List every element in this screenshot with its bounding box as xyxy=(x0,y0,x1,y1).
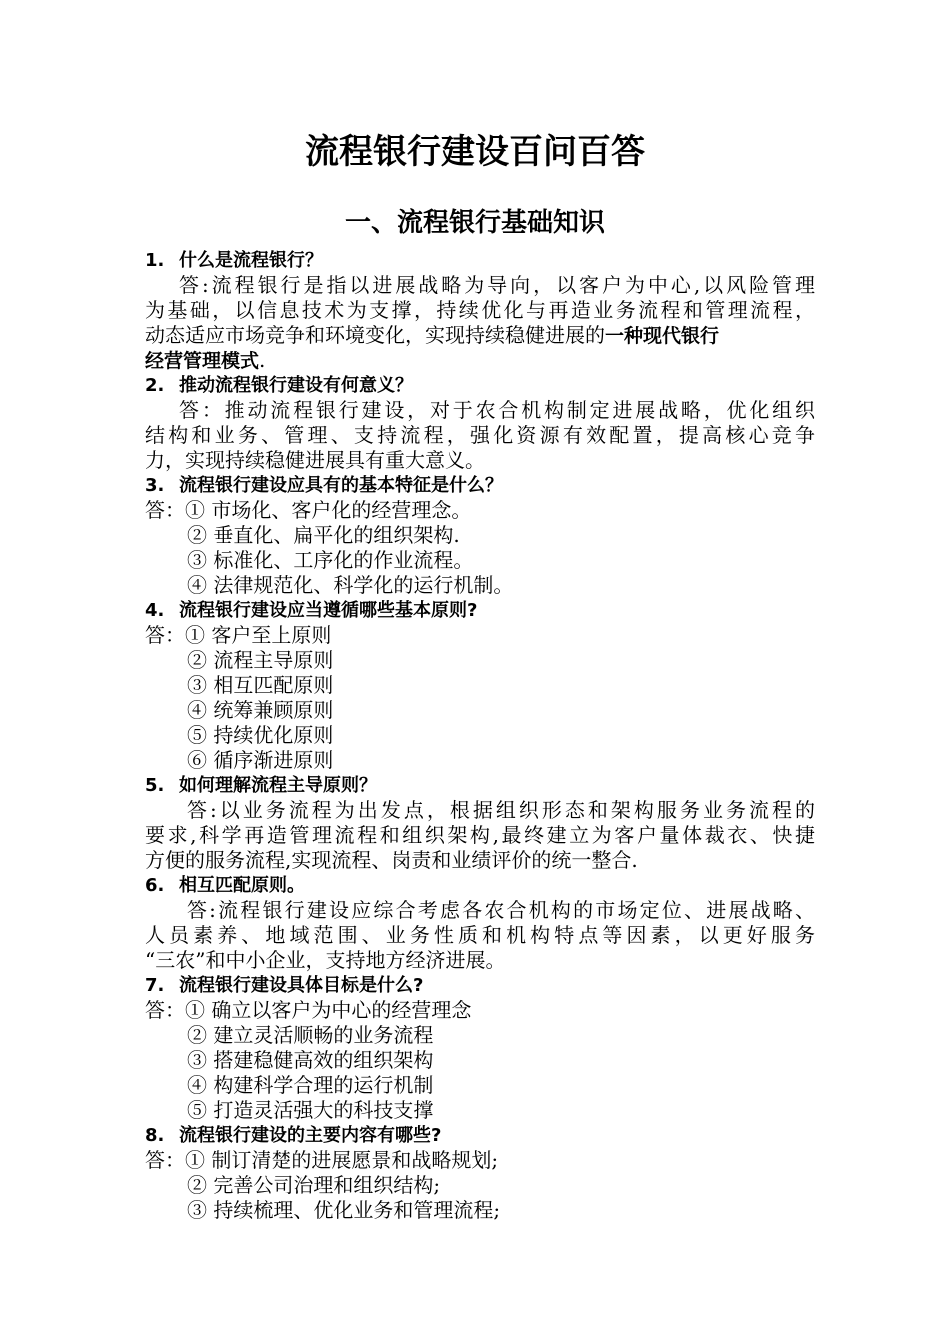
answer-text: 动态适应市场竞争和环境变化，实现持续稳健进展的 xyxy=(145,323,605,347)
question-text: 什么是流程银行？ xyxy=(179,250,323,271)
list-item: ② 垂直化、扁平化的组织架构. xyxy=(187,523,460,547)
question-5 xyxy=(145,773,815,798)
answer-line: 结构和业务、管理、支持流程，强化资源有效配置，提高核心竞争 xyxy=(145,423,815,447)
list-item: ④ 法律规范化、科学化的运行机制。 xyxy=(187,573,514,597)
answer-line: 力，实现持续稳健进展具有重大意义。 xyxy=(145,448,485,472)
question-1 xyxy=(145,248,815,273)
question-number: 6. xyxy=(145,875,165,896)
list-item: 答：① 制订清楚的进展愿景和战略规划; xyxy=(145,1148,499,1172)
question-text: 流程银行建设应具有的基本特征是什么？ xyxy=(179,475,503,496)
answer-line: “三农”和中小企业，支持地方经济进展。 xyxy=(145,948,506,972)
question-text: 流程银行建设具体目标是什么? xyxy=(179,975,424,996)
answer-line xyxy=(145,323,815,348)
answer-bold-text: 一种现代银行 xyxy=(605,325,720,347)
answer-line: 要求,科学再造管理流程和组织架构,最终建立为客户量体裁衣、快捷 xyxy=(145,823,815,847)
question-number: 5. xyxy=(145,775,165,796)
question-4 xyxy=(145,598,815,623)
question-text: 推动流程银行建设有何意义？ xyxy=(179,375,413,396)
question-3 xyxy=(145,473,815,498)
question-text: 相互匹配原则。 xyxy=(179,875,305,896)
list-item: ⑥ 循序渐进原则 xyxy=(187,748,334,772)
answer-line xyxy=(145,348,815,373)
question-number: 7. xyxy=(145,975,165,996)
list-item: ③ 标准化、工序化的作业流程。 xyxy=(187,548,474,572)
list-item: ③ 搭建稳健高效的组织架构 xyxy=(187,1048,434,1072)
question-text: 流程银行建设应当遵循哪些基本原则? xyxy=(179,600,478,621)
list-item: ② 完善公司治理和组织结构; xyxy=(187,1173,441,1197)
list-item: ③ 相互匹配原则 xyxy=(187,673,334,697)
question-6 xyxy=(145,873,815,898)
question-2 xyxy=(145,373,815,398)
document-body xyxy=(145,248,815,1223)
question-number: 1. xyxy=(145,250,165,271)
question-8 xyxy=(145,1123,815,1148)
list-item: 答：① 客户至上原则 xyxy=(145,623,332,647)
section-heading: 一、流程银行基础知识 xyxy=(344,208,605,238)
list-item: 答：① 市场化、客户化的经营理念。 xyxy=(145,498,472,522)
list-item: ⑤ 持续优化原则 xyxy=(187,723,334,747)
answer-line: 答:流程银行建设应综合考虑各农合机构的市场定位、进展战略、 xyxy=(187,898,815,922)
list-item: ④ 构建科学合理的运行机制 xyxy=(187,1073,434,1097)
answer-line: 人员素养、地域范围、业务性质和机构特点等因素，以更好服务 xyxy=(145,923,815,947)
answer-line: 方便的服务流程,实现流程、岗责和业绩评价的统一整合. xyxy=(145,848,638,872)
list-item: 答：① 确立以客户为中心的经营理念 xyxy=(145,998,472,1022)
answer-line: 答:以业务流程为出发点，根据组织形态和架构服务业务流程的 xyxy=(187,798,815,822)
list-item: ② 流程主导原则 xyxy=(187,648,334,672)
question-number: 8. xyxy=(145,1125,165,1146)
question-7 xyxy=(145,973,815,998)
question-text: 如何理解流程主导原则？ xyxy=(179,775,377,796)
question-text: 流程银行建设的主要内容有哪些? xyxy=(179,1125,442,1146)
question-number: 4. xyxy=(145,600,165,621)
answer-line: 答:流程银行是指以进展战略为导向，以客户为中心,以风险管理 xyxy=(179,273,815,297)
list-item: ③ 持续梳理、优化业务和管理流程; xyxy=(187,1198,501,1222)
list-item: ④ 统筹兼顾原则 xyxy=(187,698,334,722)
list-item: ② 建立灵活顺畅的业务流程 xyxy=(187,1023,434,1047)
answer-line: 答：推动流程银行建设，对于农合机构制定进展战略，优化组织 xyxy=(179,398,815,422)
list-item: ⑤ 打造灵活强大的科技支撑 xyxy=(187,1098,434,1122)
answer-line: 为基础，以信息技术为支撑，持续优化与再造业务流程和管理流程， xyxy=(145,298,815,322)
question-number: 2. xyxy=(145,375,165,396)
answer-text: . xyxy=(259,348,266,372)
question-number: 3. xyxy=(145,475,165,496)
document-title: 流程银行建设百问百答 xyxy=(305,132,645,172)
answer-bold-text: 经营管理模式 xyxy=(145,350,260,372)
